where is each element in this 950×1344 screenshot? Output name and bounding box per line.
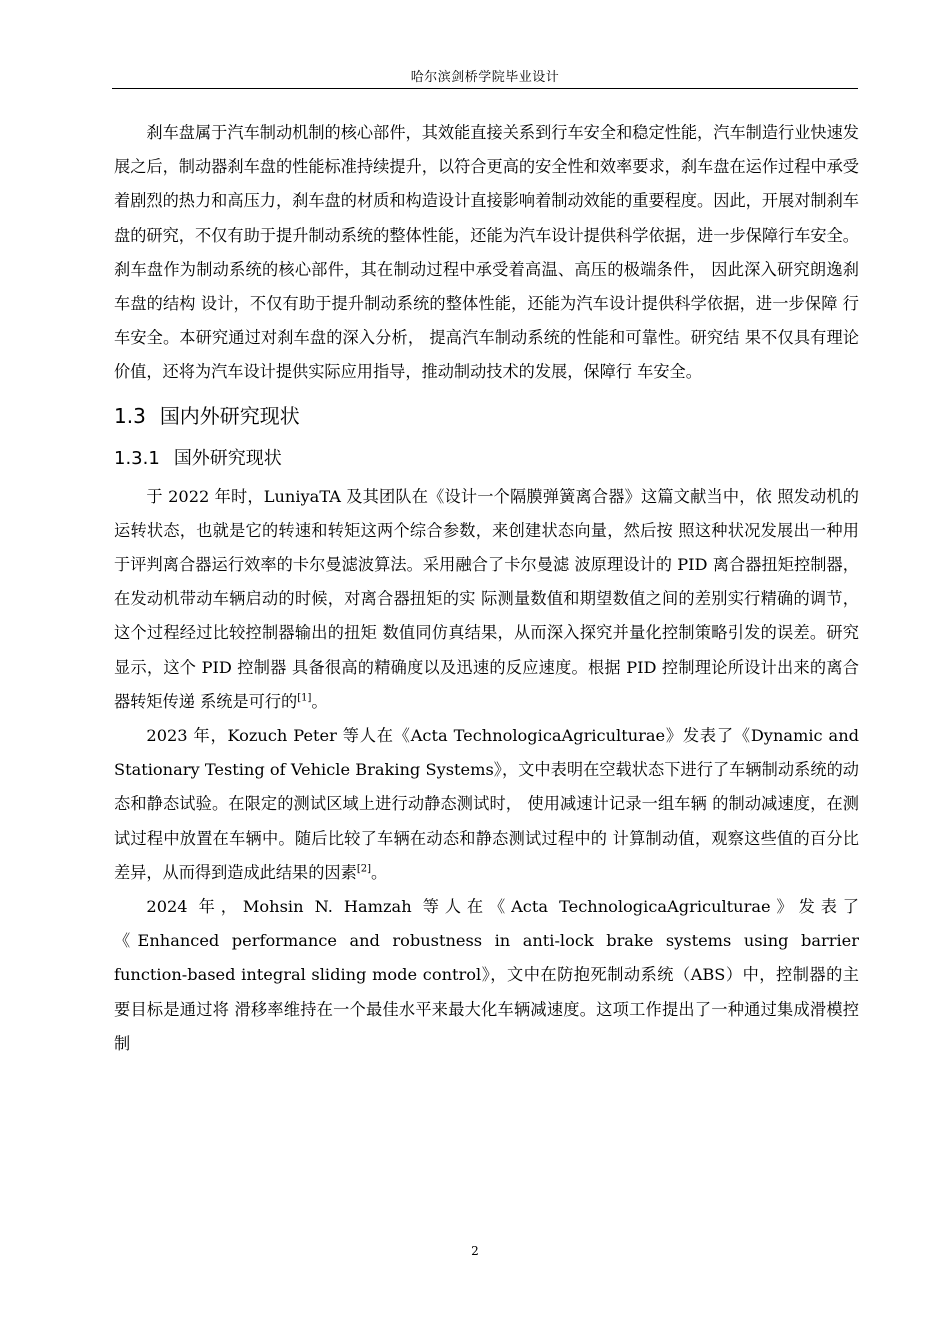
paragraph-hamzah-2024: 2024 年，Mohsin N. Hamzah 等人在《Acta TechnologicaAgriculturae》发表了《Enhanced performance and robustness in anti-lock brake systems using barrier function-based integral sliding mode control》，文中在防抱死制动系统（ABS）中，控制器的主要目标是通过将 滑移率维持在一个最佳水平来最大化车辆减速度。这项工作提出了一种通过集成滑模控制: [114, 897, 859, 1053]
paragraph-end: 。: [311, 691, 328, 711]
section-heading-1-3: [114, 396, 859, 436]
page-body: [114, 116, 859, 1061]
section-title: 国内外研究现状: [159, 403, 300, 428]
subsection-number: 1.3.1: [114, 447, 160, 469]
section-number: 1.3: [114, 403, 146, 428]
paragraph-kozuch-2023: [114, 719, 859, 890]
paragraph-brake-disc-intro: 刹车盘属于汽车制动机制的核心部件，其效能直接关系到行车安全和稳定性能，汽车制造行业快速发展之后，制动器刹车盘的性能标准持续提升，以符合更高的安全性和效率要求，刹车盘在运作过程中承受着剧烈的热力和高压力，刹车盘的材质和构造设计直接影响着制动效能的重要程度。因此，开展对制刹车盘的研究，不仅有助于提升制动系统的整体性能，还能为汽车设计提供科学依据，进一步保障行车安全。刹车盘作为制动系统的核心部件，其在制动过程中承受着高温、高压的极端条件， 因此深入研究朗逸刹车盘的结构 设计，不仅有助于提升制动系统的整体性能，还能为汽车设计提供科学依据，进一步保障 行车安全。本研究通过对刹车盘的深入分析， 提高汽车制动系统的性能和可靠性。研究结 果不仅具有理论价值，还将为汽车设计提供实际应用指导，推动制动技术的发展，保障行 车安全。: [114, 123, 859, 382]
paragraph-luniya-2022: [114, 480, 859, 719]
paragraph-text: 于 2022 年时，LuniyaTA 及其团队在《设计一个隔膜弹簧离合器》这篇文献当中，依 照发动机的运转状态，也就是它的转速和转矩这两个综合参数，来创建状态向量，然后按 照这种状况发展出一种用于评判离合器运行效率的卡尔曼滤波算法。采用融合了卡尔曼滤 波原理设计的 PID 离合器扭矩控制器，在发动机带动车辆启动的时候，对离合器扭矩的实 际测量数值和期望数值之间的差别实行精确的调节，这个过程经过比较控制器输出的扭矩 数值同仿真结果，从而深入探究并量化控制策略引发的误差。研究显示，这个 PID 控制器 具备很高的精确度以及迅速的反应速度。根据 PID 控制理论所设计出来的离合器转矩传递 系统是可行的: [114, 486, 859, 711]
subsection-heading-1-3-1: [114, 440, 859, 478]
paragraph-end: 。: [370, 862, 388, 882]
page-number: 2: [471, 1244, 479, 1258]
subsection-title: 国外研究现状: [173, 447, 282, 469]
page-header: [112, 66, 858, 89]
citation-ref[interactable]: [2]: [356, 863, 371, 875]
citation-ref[interactable]: [1]: [297, 692, 312, 704]
header-title: 哈尔滨剑桥学院毕业设计: [410, 70, 560, 85]
paragraph-text: 2023 年，Kozuch Peter 等人在《Acta TechnologicaAgriculturae》发表了《Dynamic and Stationary Testing of Vehicle Braking Systems》，文中表明在空载状态下进行了车辆制动系统的动态和静态试验。在限定的测试区域上进行动静态测试时， 使用减速计记录一组车辆 的制动减速度，在测试过程中放置在车辆中。随后比较了车辆在动态和静态测试过程中的 计算制动值，观察这些值的百分比差异，从而得到造成此结果的因素: [114, 726, 859, 882]
